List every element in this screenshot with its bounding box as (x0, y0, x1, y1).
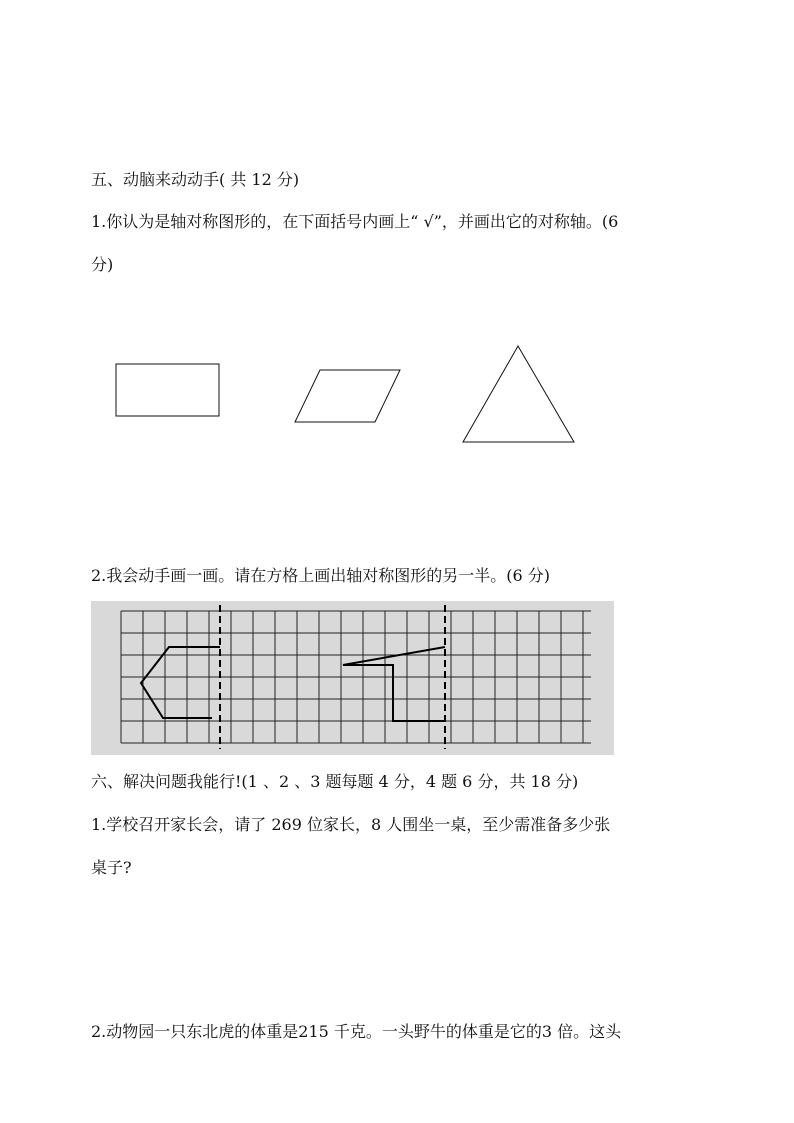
problem-1-line-2: 桌子? (91, 858, 132, 877)
half-figure-left (141, 647, 220, 718)
half-figure-right (343, 647, 445, 721)
question-1-line-1: 1.你认为是轴对称图形的，在下面括号内画上“ √”，并画出它的对称轴。(6 (91, 212, 619, 231)
problem-2: 2.动物园一只东北虎的体重是215 千克。一头野牛的体重是它的3 倍。这头 (91, 1022, 622, 1041)
question-1-line-2: 分) (91, 255, 114, 274)
question-2: 2.我会动手画一画。请在方格上画出轴对称图形的另一半。(6 分) (91, 566, 551, 585)
symmetry-shapes (110, 340, 600, 450)
triangle-shape (463, 346, 574, 442)
section-6-heading: 六、解决问题我能行!(1 、2 、3 题每题 4 分，4 题 6 分，共 18 分) (91, 772, 579, 791)
grid-figure (91, 601, 614, 755)
grid-lines (121, 611, 591, 743)
rectangle-shape (116, 364, 219, 416)
section-5-heading: 五、动脑来动动手( 共 12 分) (91, 170, 300, 189)
parallelogram-shape (295, 370, 400, 422)
grid-drawing (91, 601, 614, 755)
problem-1-line-1: 1.学校召开家长会，请了 269 位家长，8 人围坐一桌，至少需准备多少张 (91, 815, 611, 834)
